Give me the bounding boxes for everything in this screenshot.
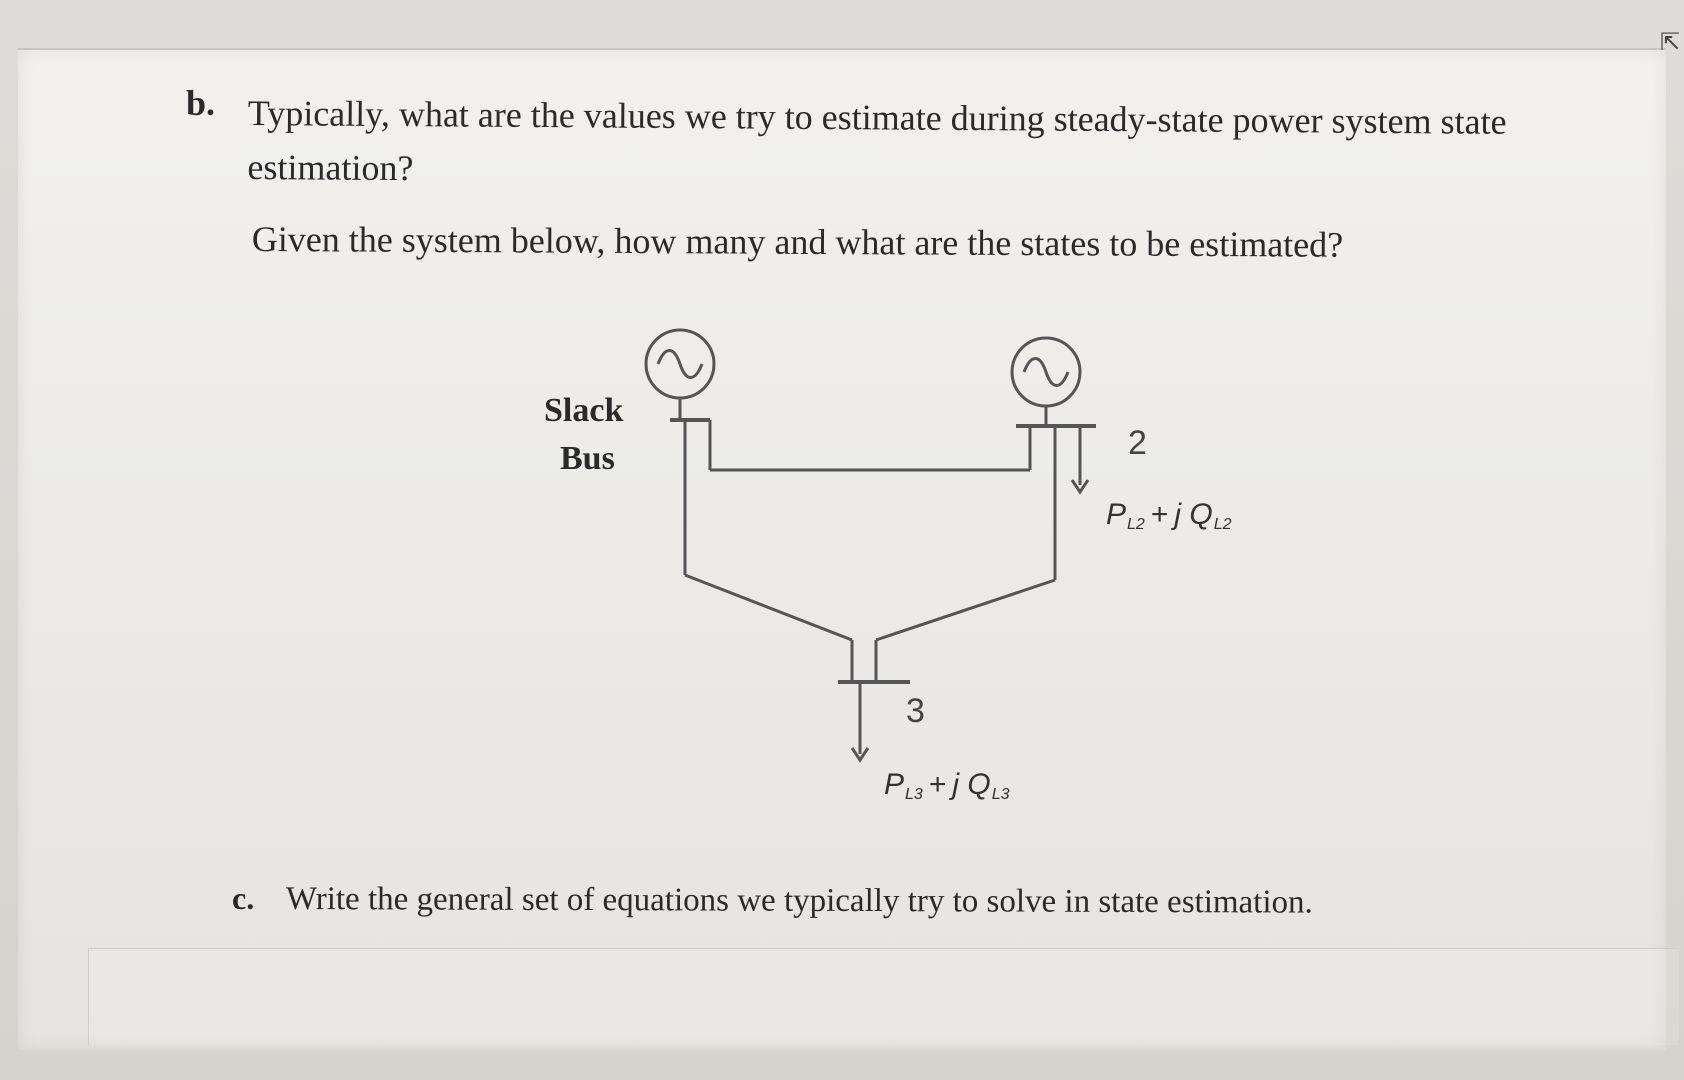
- load-2-q: Q: [1189, 498, 1213, 531]
- load-3-plus: +: [928, 768, 947, 801]
- bus-3-load-label: [884, 768, 1010, 804]
- answer-box[interactable]: [88, 948, 1679, 1045]
- line-2-3: [876, 580, 1055, 640]
- load-2-q-sub: L2: [1213, 516, 1232, 533]
- load-2-plus: +: [1150, 498, 1169, 531]
- load-2-p-sub: L2: [1127, 516, 1145, 533]
- bus-2-number: 2: [1128, 424, 1147, 462]
- load-3-p: P: [884, 768, 905, 801]
- load-3-p-sub: L3: [905, 786, 923, 803]
- generator-slack: [646, 330, 714, 420]
- bus-label: Bus: [560, 440, 615, 477]
- question-b-label: b.: [186, 83, 216, 123]
- load-3-q-sub: L3: [991, 786, 1010, 803]
- load-3-j: j: [952, 768, 960, 801]
- cursor-icon: ⇱: [1660, 28, 1681, 56]
- load-2-j: j: [1174, 498, 1182, 531]
- question-c-text: Write the general set of equations we typically try to solve in state estimation.: [285, 881, 1313, 921]
- load-2-p: P: [1106, 498, 1127, 531]
- sine-wave-icon: [658, 351, 702, 378]
- question-b-text: Typically, what are the values we try to estimate during steady-state power system state estimation?: [247, 92, 1507, 189]
- question-c-label: c.: [232, 880, 255, 916]
- slack-label: Slack: [544, 392, 624, 429]
- load-3-q: Q: [967, 768, 991, 801]
- bus-2-load-label: [1106, 498, 1232, 534]
- generator-bus-2: [1012, 338, 1080, 426]
- sine-wave-icon: [1024, 359, 1068, 386]
- question-b-followup: Given the system below, how many and what are the states to be estimated?: [251, 218, 1344, 265]
- bus-3-number: 3: [906, 692, 925, 730]
- line-1-3: [685, 575, 852, 640]
